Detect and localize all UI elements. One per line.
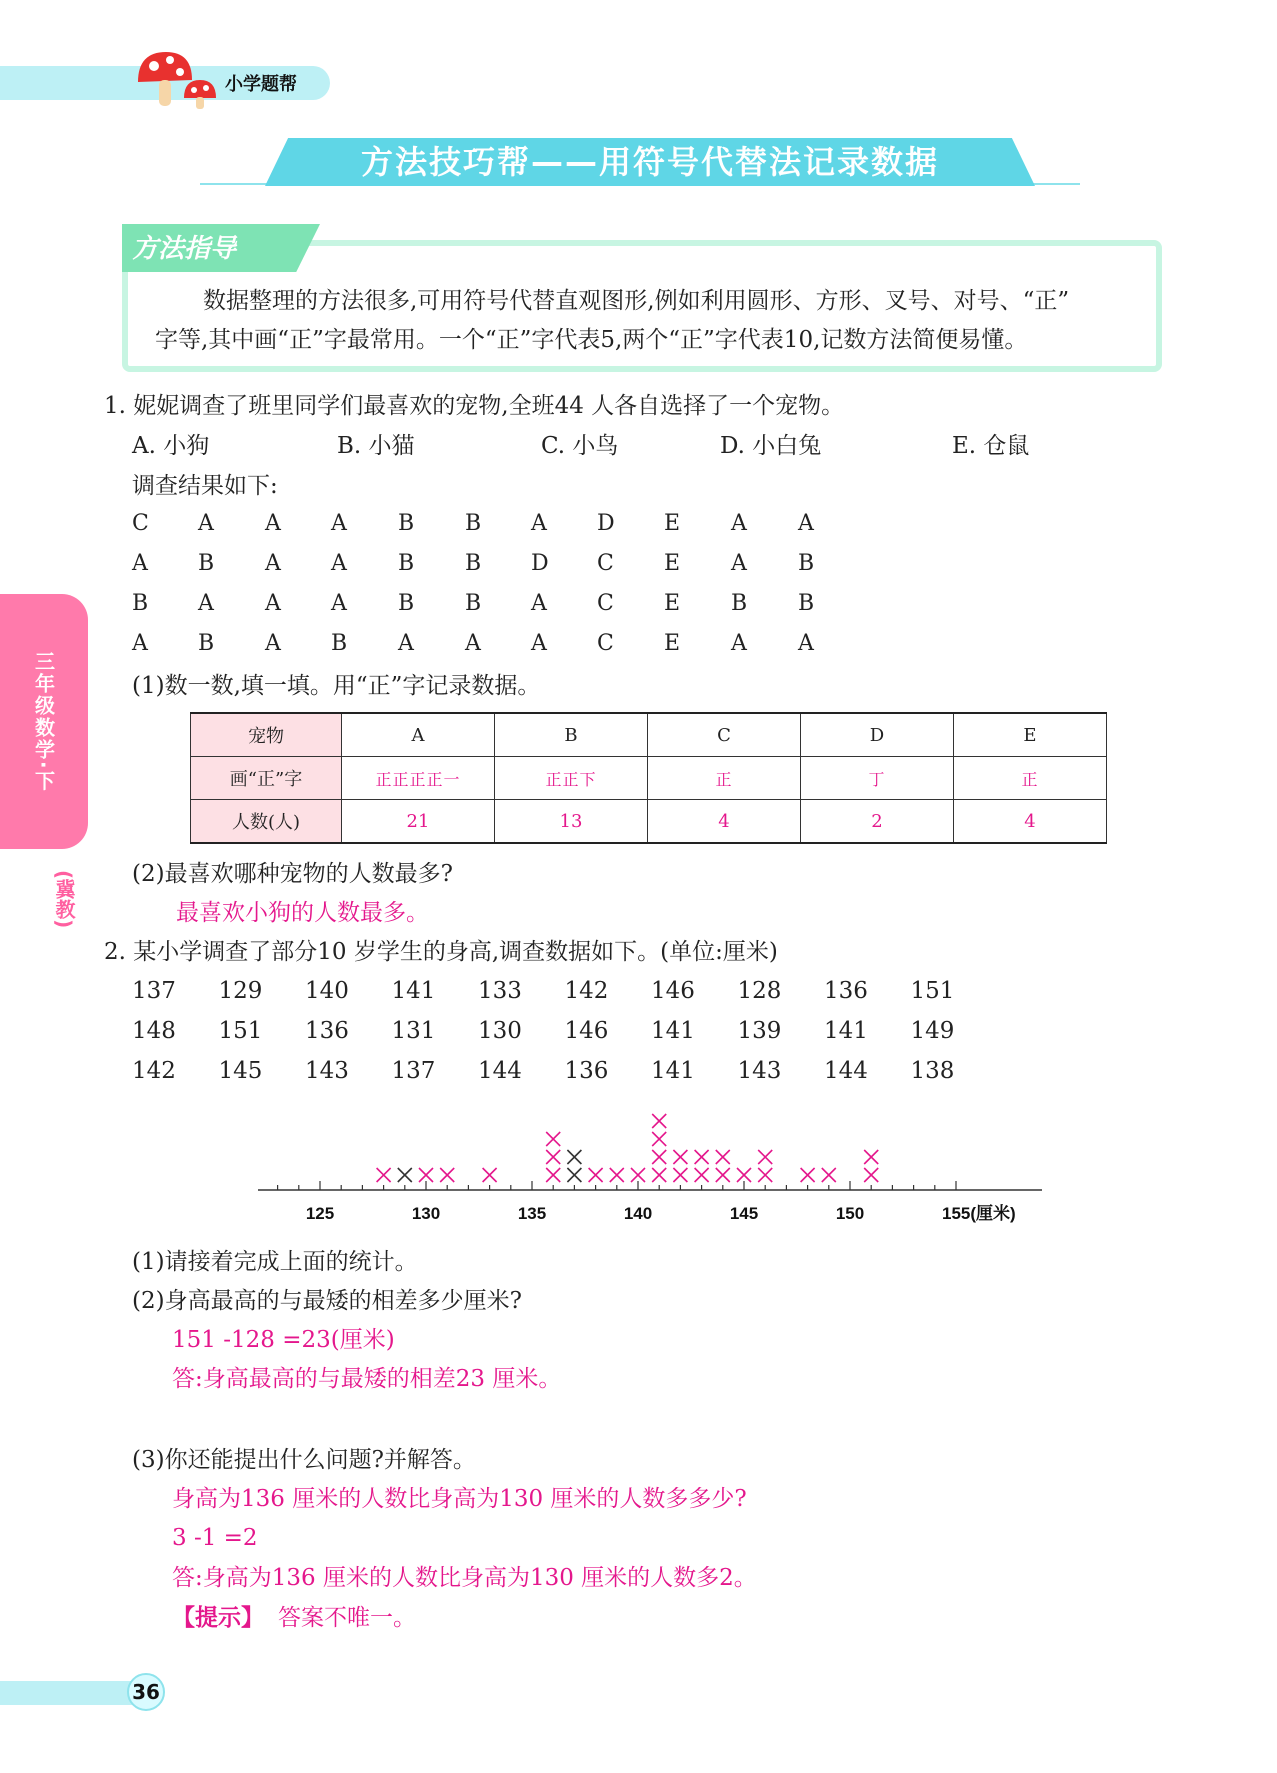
q2-prompt: 2. 某小学调查了部分10 岁学生的身高,调查数据如下。(单位:厘米) [104,939,778,965]
q2-answer2: 答:身高最高的与最矮的相差23 厘米。 [172,1366,562,1392]
page-number: 36 [127,1673,165,1711]
brand-label: 小学题帮 [225,74,297,95]
hint-text: 答案不唯一。 [278,1605,416,1631]
survey-cell: B [398,591,415,616]
survey-cell: A [798,631,814,656]
axis-tick-label: 140 [623,1204,653,1223]
count-row-label: 人数(人) [191,800,342,844]
survey-cell: D [597,511,615,536]
hint-label: 【提示】 [172,1605,264,1631]
axis-tick-label: 130 [411,1204,441,1223]
height-cell: 141 [824,1018,868,1044]
cross-mark [546,1132,560,1146]
height-cell: 141 [651,1018,695,1044]
survey-cell: A [265,631,281,656]
q2-sub1: (1)请接着完成上面的统计。 [132,1249,418,1275]
cross-mark [419,1168,433,1182]
q1-option: C. 小鸟 [541,433,619,459]
survey-cell: A [198,591,214,616]
survey-cell: E [664,631,681,656]
cross-mark [673,1150,687,1164]
tally-cell: 正正正正一 [342,757,495,800]
q1-sub2: (2)最喜欢哪种宠物的人数最多? [132,861,453,887]
table-header-cell: B [495,713,648,757]
q2-calc3: 3 -1 =2 [172,1525,258,1551]
cross-mark [716,1168,730,1182]
method-guide-label: 方法指导 [132,234,237,264]
survey-cell: B [798,591,815,616]
survey-cell: B [198,551,215,576]
cross-mark [695,1150,709,1164]
count-cell: 21 [342,800,495,844]
q2-sub3: (3)你还能提出什么问题?并解答。 [132,1447,476,1473]
height-cell: 136 [564,1058,609,1084]
q2-calc2: 151 -128 =23(厘米) [172,1327,395,1353]
table-header-cell: D [801,713,954,757]
table-header-cell: E [954,713,1107,757]
survey-cell: A [132,631,148,656]
survey-cell: B [465,511,482,536]
survey-cell: B [731,591,748,616]
count-cell: 4 [954,800,1107,844]
table-row [191,800,1107,844]
tally-row-label: 画“正”字 [191,757,342,800]
survey-cell: A [531,591,547,616]
height-cell: 133 [478,978,522,1004]
q1-option: D. 小白兔 [720,433,822,459]
survey-cell: C [597,631,614,656]
q2-answer3: 答:身高为136 厘米的人数比身高为130 厘米的人数多2。 [172,1565,757,1591]
height-cell: 129 [218,978,263,1004]
survey-cell: B [398,551,415,576]
pet-tally-table [190,712,1107,844]
height-dot-plot [250,1105,1050,1225]
height-cell: 148 [132,1018,176,1044]
cross-mark [652,1168,666,1182]
cross-mark [398,1168,412,1182]
cross-mark [589,1168,603,1182]
survey-cell: C [597,591,614,616]
cross-mark [546,1168,560,1182]
height-cell: 138 [910,1058,955,1084]
height-cell: 130 [478,1018,522,1044]
survey-cell: A [265,551,281,576]
table-header-cell: C [648,713,801,757]
survey-cell: B [465,551,482,576]
height-cell: 136 [305,1018,349,1044]
survey-cell: B [465,591,482,616]
survey-cell: A [265,591,281,616]
axis-tick-label: 150 [835,1204,865,1223]
q1-prompt: 1. 妮妮调查了班里同学们最喜欢的宠物,全班44 人各自选择了一个宠物。 [104,393,845,419]
height-cell: 143 [305,1058,349,1084]
survey-cell: A [331,511,347,536]
tally-cell: 正 [648,757,801,800]
count-cell: 13 [495,800,648,844]
height-cell: 131 [391,1018,436,1044]
height-cell: 136 [824,978,868,1004]
height-cell: 151 [910,978,955,1004]
cross-mark [822,1168,836,1182]
tally-cell: 正 [954,757,1107,800]
survey-cell: A [132,551,148,576]
survey-cell: C [132,511,149,536]
survey-cell: B [198,631,215,656]
cross-mark [440,1168,454,1182]
axis-tick-label: 125 [305,1204,335,1223]
count-cell: 4 [648,800,801,844]
q1-result-label: 调查结果如下: [132,473,278,499]
q2-question3: 身高为136 厘米的人数比身高为130 厘米的人数多多少? [172,1486,747,1512]
height-cell: 142 [564,978,609,1004]
survey-cell: A [531,511,547,536]
cross-mark [567,1168,581,1182]
survey-cell: B [798,551,815,576]
cross-mark [483,1168,497,1182]
height-cell: 141 [391,978,436,1004]
guide-text-line-1: 数据整理的方法很多,可用符号代替直观图形,例如利用圆形、方形、叉号、对号、“正” [203,288,1070,314]
survey-cell: D [531,551,549,576]
survey-cell: A [198,511,214,536]
cross-mark [801,1168,815,1182]
height-cell: 143 [737,1058,782,1084]
survey-cell: A [331,591,347,616]
survey-cell: E [664,511,681,536]
cross-mark [631,1168,645,1182]
survey-cell: E [664,551,681,576]
height-cell: 140 [305,978,349,1004]
axis-tick-label: 145 [729,1204,759,1223]
survey-cell: A [731,511,747,536]
cross-mark [610,1168,624,1182]
count-cell: 2 [801,800,954,844]
cross-mark [652,1114,666,1128]
q2-sub2: (2)身高最高的与最矮的相差多少厘米? [132,1288,522,1314]
height-cell: 145 [218,1058,263,1084]
grade-side-label: 三年级数学·下 [31,650,56,793]
height-cell: 151 [218,1018,263,1044]
tally-cell: 正正下 [495,757,648,800]
survey-cell: C [597,551,614,576]
cross-mark [758,1168,772,1182]
cross-mark [737,1168,751,1182]
height-cell: 142 [132,1058,176,1084]
cross-mark [673,1168,687,1182]
q1-option: B. 小猫 [337,433,415,459]
survey-cell: B [331,631,348,656]
survey-cell: A [331,551,347,576]
cross-mark [546,1150,560,1164]
survey-cell: A [731,551,747,576]
cross-mark [652,1132,666,1146]
height-cell: 137 [132,978,176,1004]
tally-cell: 丁 [801,757,954,800]
table-row [191,713,1107,757]
survey-cell: B [132,591,149,616]
cross-mark [567,1150,581,1164]
cross-mark [377,1168,391,1182]
axis-tick-label: 135 [517,1204,547,1223]
survey-cell: E [664,591,681,616]
survey-cell: A [531,631,547,656]
footer-band [0,1681,135,1705]
q1-sub1: (1)数一数,填一填。用“正”字记录数据。 [132,673,541,699]
cross-mark [864,1168,878,1182]
height-cell: 141 [651,1058,695,1084]
q1-option: A. 小狗 [132,433,210,459]
cross-mark [864,1150,878,1164]
edition-label: (冀教) [52,870,76,929]
cross-mark [695,1168,709,1182]
cross-mark [758,1150,772,1164]
height-cell: 146 [564,1018,609,1044]
height-cell: 128 [737,978,782,1004]
survey-cell: A [731,631,747,656]
survey-cell: A [798,511,814,536]
height-cell: 149 [910,1018,955,1044]
table-row [191,757,1107,800]
axis-tick-label: 155(厘米) [942,1204,1016,1223]
survey-cell: A [465,631,481,656]
q1-answer2: 最喜欢小狗的人数最多。 [176,900,429,926]
q1-option: E. 仓鼠 [952,433,1030,459]
table-header-cell: A [342,713,495,757]
guide-text-line-2: 字等,其中画“正”字最常用。一个“正”字代表5,两个“正”字代表10,记数方法简便易懂。 [155,327,1028,353]
height-cell: 146 [651,978,695,1004]
height-cell: 144 [824,1058,868,1084]
height-cell: 139 [737,1018,782,1044]
page-title: 方法技巧帮——用符号代替法记录数据 [360,143,939,181]
cross-mark [716,1150,730,1164]
survey-cell: B [398,511,415,536]
height-cell: 144 [478,1058,522,1084]
survey-cell: A [398,631,414,656]
table-header-cell: 宠物 [191,713,342,757]
height-cell: 137 [391,1058,436,1084]
cross-mark [652,1150,666,1164]
survey-cell: A [265,511,281,536]
mushroom-icon [128,46,228,112]
